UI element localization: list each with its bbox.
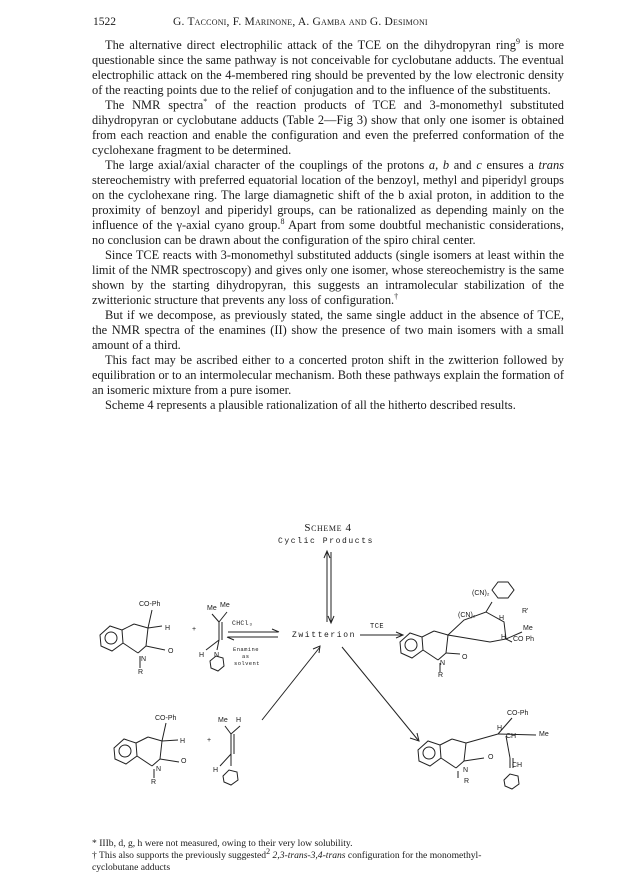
label-h-enamine: H (199, 652, 205, 659)
label-n-enamine: N (214, 652, 220, 659)
footnote-1: * IIIb, d, g, h were not measured, owing to their very low solubility. (92, 838, 353, 849)
enamine-bottom (220, 726, 240, 785)
label-n-bottom: N (156, 766, 162, 773)
label-h-bottom-2: H (236, 717, 242, 724)
label-coph-product: CO Ph (513, 636, 535, 643)
label-h-product: H (499, 615, 505, 622)
diagonal-arrow-left (262, 646, 320, 720)
diagonal-arrow-right (342, 647, 419, 741)
label-plus-top: + (192, 626, 197, 633)
label-h-top: H (165, 625, 171, 632)
label-cophenyl-top: CO-Ph (139, 601, 161, 608)
paragraph-4: Since TCE reacts with 3-monomethyl substituted adducts (single isomers at least within the limit of the NMR spectroscopy) and gives only one isomer, whose stereochemistry is the same shown by the starting dihydropyran, this suggests an intramolecular stabilization of the zwitterionic structure that prevents any loss of configuration.† (92, 248, 564, 307)
paragraph-1: The alternative direct electrophilic attack of the TCE on the dihydropyran ring$^9$ is more questionable since the same pathway is not conceivable for cyclobutane adducts. The eventual electrophilic attack on the 4-membered ring should be prevented by the low electronic density of the reacting points due to the relief of conjugation and to the influence of the substituents. (92, 36, 565, 97)
label-h-bottom-3: H (213, 767, 219, 774)
horizontal-equilibrium-arrow (227, 629, 279, 640)
label-me-bottom-right: Me (539, 731, 549, 738)
label-r-prime: R' (522, 608, 529, 615)
label-o-bottom: O (181, 758, 187, 765)
label-n-bottom-right: N (463, 767, 469, 774)
paragraph-5: But if we decompose, as previously stated, the same single adduct in the absence of TCE, the NMR spectra of the enamines (II) show the presence of two main isomers with a small amount of a third. (92, 308, 564, 352)
label-o-bottom-right: O (488, 754, 494, 761)
body-text (92, 38, 564, 413)
label-r-bottom-right: R (464, 778, 470, 785)
paragraph-3: The large axial/axial character of the couplings of the protons a, b and c ensures a trans stereochemistry with preferred equatorial location of the benzoyl, methyl and piperidyl groups on the cyclohexane ring. The large diamagnetic shift of the b axial proton, in addition to the proximity of benzoyl and piperidyl groups, can be rationalized as depending mainly on the influence of the γ-axial cyano group.$^8$ Apart from some doubtful mechanistic considerations, no conclusion can be drawn about the configuration of the spiro chiral center. (92, 158, 564, 247)
label-h-product-2: H (501, 634, 507, 641)
label-n-top: N (141, 656, 147, 663)
chcl3-label: CHCl₃ (232, 620, 254, 627)
label-plus-bottom: + (207, 737, 212, 744)
indolinone-bottom-left (114, 723, 179, 778)
label-r-top: R (138, 669, 144, 676)
paragraph-7: Scheme 4 represents a plausible rationalization of all the hitherto described results. (105, 398, 516, 412)
label-o-top: O (168, 648, 174, 655)
zwitterion-label: Zwitterion (292, 631, 357, 640)
label-ch-bottom-right: CH (506, 733, 517, 740)
label-h-bottom-right: H (497, 725, 503, 732)
enamine-label-2: as (242, 653, 250, 660)
running-head-authors: G. Tacconi, F. Marinone, A. Gamba and G. Desimoni (173, 16, 428, 28)
paragraph-6: This fact may be ascribed either to a concerted proton shift in the zwitterion followed by equilibration or to an intermolecular mechanism. Both these pathways explain the formation of an isomeric mixture from a pure isomer. (92, 353, 564, 397)
enamine-label-1: Enamine (233, 646, 259, 653)
cyclic-products-label: Cyclic Products (278, 537, 375, 546)
label-coph-bottom: CO-Ph (155, 715, 177, 722)
label-me-a: Me (207, 605, 217, 612)
label-cn2-b: (CN)₂ (458, 612, 476, 619)
footnotes (92, 838, 564, 874)
label-coph-bottom-right: CO-Ph (507, 710, 529, 717)
tce-label: TCE (370, 623, 385, 631)
label-ch-bottom-right-2: CH (512, 762, 523, 769)
scheme-drawing (92, 522, 564, 822)
label-me-product: Me (523, 625, 533, 632)
product-bottom-right (418, 718, 536, 789)
paragraph-2: The NMR spectra* of the reaction products of TCE and 3-monomethyl substituted dihydropyran or cyclobutane adducts (Table 2—Fig 3) show that only one isomer is obtained from each reaction and enable the configuration and even the preferred conformation of the cyclohexane fragment to be determined. (92, 96, 564, 157)
label-r-product: R (438, 672, 444, 679)
tce-arrow (360, 632, 403, 638)
scheme-title: Scheme 4 (304, 522, 352, 534)
vertical-equilibrium-arrow (324, 551, 334, 623)
label-n-product: N (440, 660, 446, 667)
spiro-product-top-right (400, 582, 522, 672)
enamine-label-3: solvent (234, 660, 260, 667)
label-me-b: Me (220, 602, 230, 609)
footnote-2: † This also supports the previously suggested$^2$ 2,3-trans-3,4-trans configuration for the monomethyl- cyclobutane adducts (92, 846, 482, 873)
label-o-product: O (462, 654, 468, 661)
label-h-bottom: H (180, 738, 186, 745)
indolinone-top-left (100, 610, 165, 668)
label-r-bottom: R (151, 779, 157, 786)
enamine-top (206, 612, 227, 671)
scheme-4 (92, 522, 564, 822)
label-cn2-a: (CN)₂ (472, 590, 490, 597)
page-number: 1522 (93, 16, 116, 28)
label-me-bottom: Me (218, 717, 228, 724)
